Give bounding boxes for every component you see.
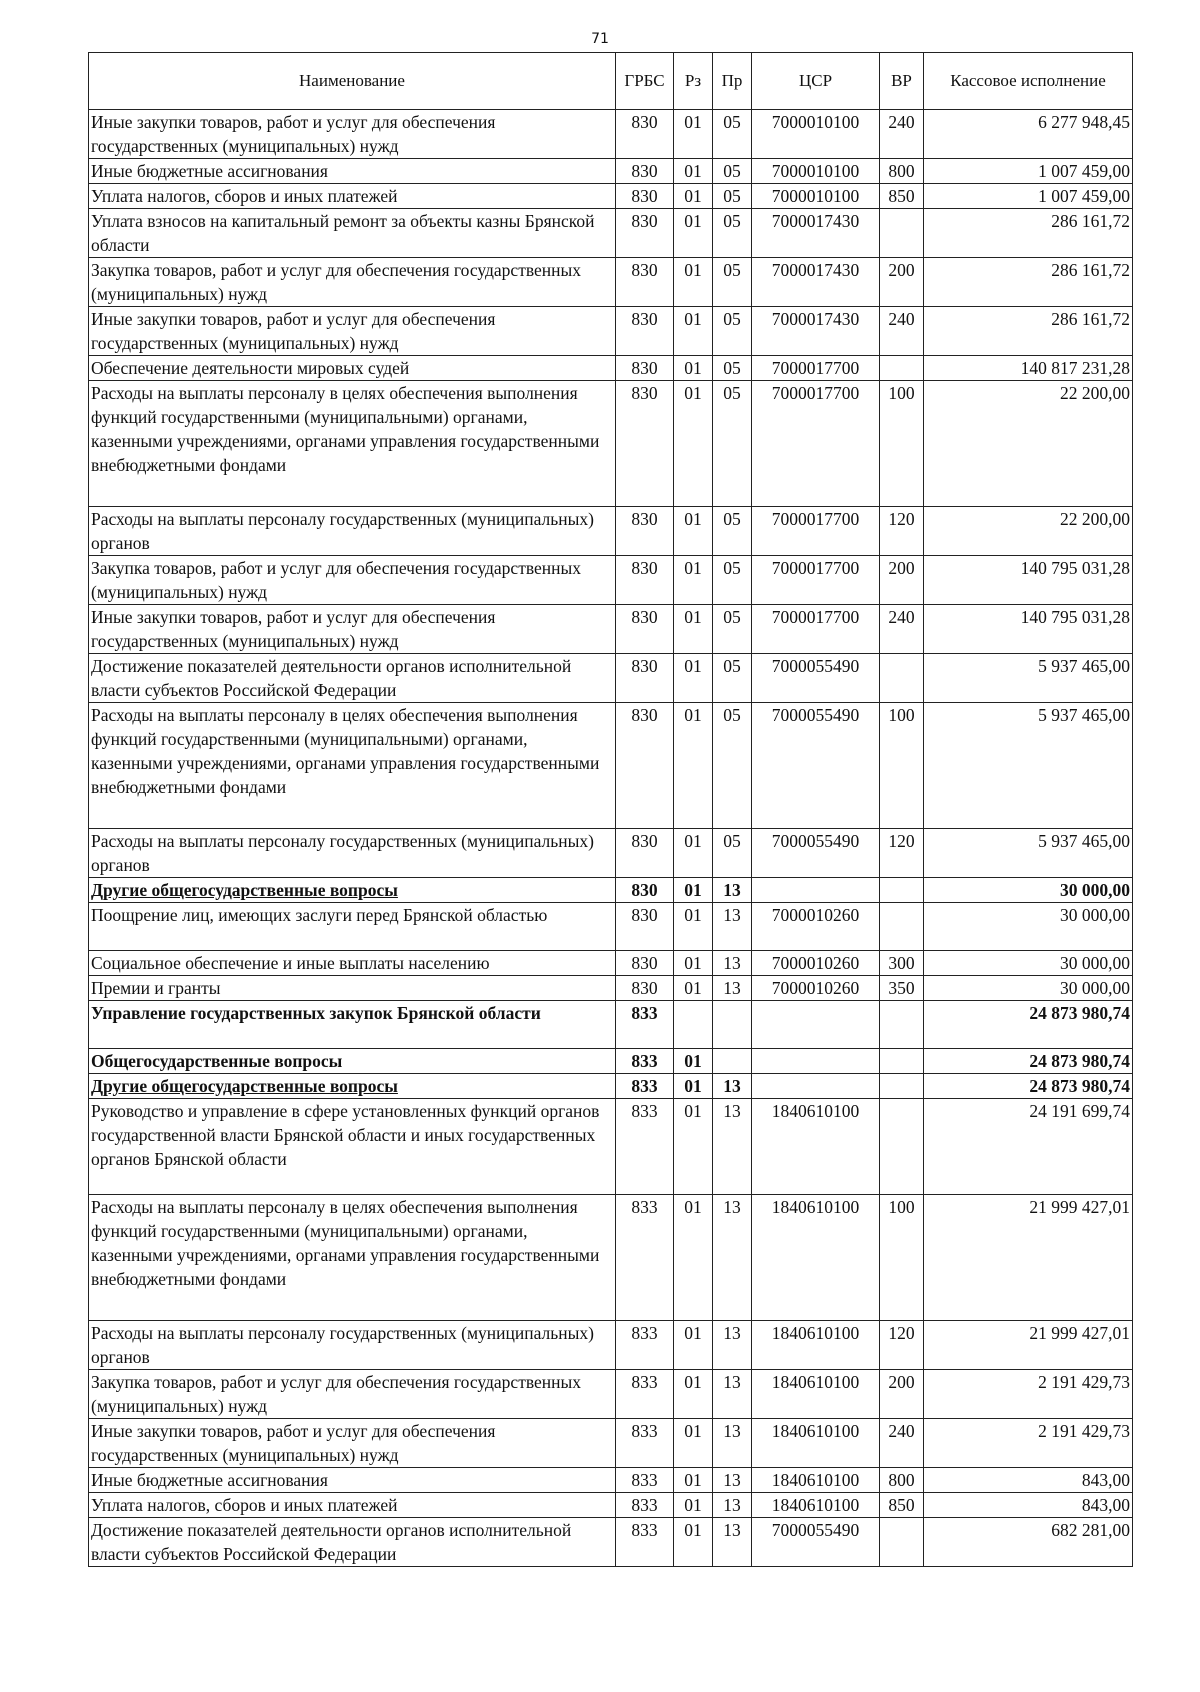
table-row [89,1468,1133,1493]
page-number: 71 [591,31,609,47]
cell-rz: 01 [674,556,713,605]
cell-rz: 01 [674,258,713,307]
cell-name: Социальное обеспечение и иные выплаты населению [89,951,616,976]
cell-amount: 140 795 031,28 [924,556,1133,605]
cell-rz: 01 [674,209,713,258]
table-row [89,829,1133,878]
cell-csr: 7000010260 [752,976,880,1001]
cell-grbs: 830 [616,307,674,356]
cell-rz: 01 [674,1370,713,1419]
cell-amount: 5 937 465,00 [924,703,1133,829]
cell-grbs: 833 [616,1099,674,1195]
column-header-amount: Кассовое исполнение [924,53,1133,110]
table-row [89,1049,1133,1074]
cell-csr [752,878,880,903]
cell-rz: 01 [674,159,713,184]
cell-rz: 01 [674,654,713,703]
cell-name: Иные бюджетные ассигнования [89,1468,616,1493]
cell-grbs: 830 [616,556,674,605]
cell-name: Расходы на выплаты персоналу в целях обеспечения выполнения функций государственными (муниципальными) органами, казенными учреждениями, органами управления государственными внебюджетными фондами [89,381,616,507]
table-row [89,976,1133,1001]
cell-grbs: 830 [616,381,674,507]
cell-rz: 01 [674,703,713,829]
cell-amount: 286 161,72 [924,258,1133,307]
table-body [89,110,1133,1567]
cell-pr: 13 [713,1493,752,1518]
cell-name: Иные закупки товаров, работ и услуг для обеспечения государственных (муниципальных) нужд [89,1419,616,1468]
cell-pr: 13 [713,903,752,951]
cell-csr [752,1049,880,1074]
table-row [89,654,1133,703]
cell-pr: 05 [713,507,752,556]
cell-pr: 05 [713,703,752,829]
cell-pr: 05 [713,258,752,307]
table-row [89,307,1133,356]
table-row [89,1074,1133,1099]
table-row [89,1518,1133,1567]
cell-name: Расходы на выплаты персоналу государственных (муниципальных) органов [89,507,616,556]
cell-amount: 286 161,72 [924,307,1133,356]
cell-vr: 100 [880,381,924,507]
cell-amount: 21 999 427,01 [924,1321,1133,1370]
cell-rz: 01 [674,1321,713,1370]
cell-grbs: 830 [616,951,674,976]
cell-rz: 01 [674,951,713,976]
cell-csr: 7000055490 [752,829,880,878]
cell-csr: 7000010100 [752,110,880,159]
cell-vr [880,209,924,258]
cell-name: Обеспечение деятельности мировых судей [89,356,616,381]
cell-pr: 13 [713,1518,752,1567]
cell-vr [880,654,924,703]
cell-csr: 7000017700 [752,356,880,381]
cell-rz: 01 [674,903,713,951]
cell-vr: 240 [880,307,924,356]
cell-name: Уплата взносов на капитальный ремонт за объекты казны Брянской области [89,209,616,258]
cell-grbs: 830 [616,356,674,381]
cell-csr: 1840610100 [752,1195,880,1321]
cell-name: Руководство и управление в сфере установленных функций органов государственной власти Брянской области и иных государственных органов Брянской области [89,1099,616,1195]
cell-grbs: 833 [616,1001,674,1049]
cell-csr: 7000055490 [752,703,880,829]
cell-rz: 01 [674,605,713,654]
cell-rz [674,1001,713,1049]
cell-csr: 7000010100 [752,184,880,209]
cell-pr [713,1049,752,1074]
cell-name: Достижение показателей деятельности органов исполнительной власти субъектов Российской Федерации [89,1518,616,1567]
cell-csr: 7000010100 [752,159,880,184]
cell-vr: 120 [880,829,924,878]
cell-csr: 7000055490 [752,1518,880,1567]
cell-pr [713,1001,752,1049]
cell-grbs: 833 [616,1468,674,1493]
cell-amount: 30 000,00 [924,951,1133,976]
cell-pr: 13 [713,1370,752,1419]
table-row [89,703,1133,829]
column-header-rz: Рз [674,53,713,110]
cell-grbs: 830 [616,654,674,703]
cell-pr: 13 [713,1419,752,1468]
cell-rz: 01 [674,507,713,556]
cell-amount: 21 999 427,01 [924,1195,1133,1321]
cell-name: Общегосударственные вопросы [89,1049,616,1074]
cell-name: Закупка товаров, работ и услуг для обеспечения государственных (муниципальных) нужд [89,258,616,307]
cell-pr: 13 [713,976,752,1001]
cell-amount: 1 007 459,00 [924,184,1133,209]
table-row [89,1493,1133,1518]
cell-csr: 1840610100 [752,1468,880,1493]
cell-name: Иные закупки товаров, работ и услуг для обеспечения государственных (муниципальных) нужд [89,605,616,654]
cell-rz: 01 [674,1195,713,1321]
cell-csr: 1840610100 [752,1419,880,1468]
cell-vr: 240 [880,110,924,159]
cell-vr: 200 [880,1370,924,1419]
cell-vr: 100 [880,703,924,829]
cell-vr: 100 [880,1195,924,1321]
cell-csr: 7000055490 [752,654,880,703]
cell-name: Закупка товаров, работ и услуг для обеспечения государственных (муниципальных) нужд [89,556,616,605]
cell-pr: 05 [713,356,752,381]
cell-grbs: 833 [616,1195,674,1321]
cell-name: Расходы на выплаты персоналу в целях обеспечения выполнения функций государственными (муниципальными) органами, казенными учреждениями, органами управления государственными внебюджетными фондами [89,1195,616,1321]
cell-rz: 01 [674,878,713,903]
cell-name: Расходы на выплаты персоналу государственных (муниципальных) органов [89,1321,616,1370]
cell-csr: 7000010260 [752,903,880,951]
cell-pr: 13 [713,1099,752,1195]
cell-amount: 24 873 980,74 [924,1001,1133,1049]
cell-csr: 1840610100 [752,1099,880,1195]
cell-pr: 13 [713,1468,752,1493]
cell-name: Закупка товаров, работ и услуг для обеспечения государственных (муниципальных) нужд [89,1370,616,1419]
cell-pr: 13 [713,878,752,903]
table-row [89,1370,1133,1419]
cell-vr: 800 [880,159,924,184]
cell-pr: 13 [713,951,752,976]
cell-csr: 7000017700 [752,605,880,654]
cell-amount: 22 200,00 [924,507,1133,556]
cell-grbs: 833 [616,1049,674,1074]
cell-amount: 1 007 459,00 [924,159,1133,184]
cell-name: Иные закупки товаров, работ и услуг для обеспечения государственных (муниципальных) нужд [89,110,616,159]
cell-rz: 01 [674,356,713,381]
cell-rz: 01 [674,1468,713,1493]
cell-name: Иные бюджетные ассигнования [89,159,616,184]
column-header-grbs: ГРБС [616,53,674,110]
cell-rz: 01 [674,307,713,356]
cell-csr: 1840610100 [752,1493,880,1518]
cell-grbs: 830 [616,605,674,654]
cell-csr: 7000017700 [752,556,880,605]
cell-grbs: 830 [616,159,674,184]
cell-grbs: 830 [616,976,674,1001]
cell-rz: 01 [674,829,713,878]
table-row [89,878,1133,903]
cell-amount: 286 161,72 [924,209,1133,258]
cell-name: Уплата налогов, сборов и иных платежей [89,1493,616,1518]
cell-amount: 140 795 031,28 [924,605,1133,654]
cell-grbs: 830 [616,903,674,951]
table-row [89,110,1133,159]
cell-grbs: 833 [616,1321,674,1370]
cell-name: Другие общегосударственные вопросы [89,1074,616,1099]
cell-grbs: 833 [616,1493,674,1518]
cell-amount: 5 937 465,00 [924,654,1133,703]
cell-amount: 6 277 948,45 [924,110,1133,159]
cell-grbs: 833 [616,1074,674,1099]
cell-vr: 240 [880,1419,924,1468]
cell-grbs: 830 [616,209,674,258]
cell-grbs: 830 [616,829,674,878]
table-row [89,184,1133,209]
cell-amount: 843,00 [924,1468,1133,1493]
cell-pr: 05 [713,654,752,703]
cell-grbs: 830 [616,110,674,159]
cell-pr: 05 [713,159,752,184]
column-header-vr: ВР [880,53,924,110]
cell-amount: 2 191 429,73 [924,1419,1133,1468]
cell-vr [880,1001,924,1049]
cell-vr [880,1099,924,1195]
cell-pr: 05 [713,110,752,159]
cell-name: Другие общегосударственные вопросы [89,878,616,903]
table-row [89,556,1133,605]
column-header-name: Наименование [89,53,616,110]
cell-name: Иные закупки товаров, работ и услуг для обеспечения государственных (муниципальных) нужд [89,307,616,356]
cell-grbs: 830 [616,258,674,307]
table-row [89,1419,1133,1468]
cell-amount: 843,00 [924,1493,1133,1518]
cell-grbs: 830 [616,703,674,829]
cell-pr: 05 [713,307,752,356]
cell-rz: 01 [674,1518,713,1567]
column-header-csr: ЦСР [752,53,880,110]
cell-grbs: 833 [616,1518,674,1567]
cell-grbs: 833 [616,1419,674,1468]
table-row [89,1001,1133,1049]
table-row [89,258,1133,307]
cell-name: Премии и гранты [89,976,616,1001]
cell-vr: 120 [880,1321,924,1370]
cell-rz: 01 [674,1074,713,1099]
cell-vr [880,878,924,903]
cell-rz: 01 [674,110,713,159]
cell-amount: 5 937 465,00 [924,829,1133,878]
cell-csr: 7000017430 [752,209,880,258]
cell-pr: 13 [713,1195,752,1321]
cell-pr: 05 [713,209,752,258]
cell-csr: 7000017700 [752,507,880,556]
cell-rz: 01 [674,976,713,1001]
cell-vr [880,356,924,381]
cell-csr: 7000017700 [752,381,880,507]
column-header-pr: Пр [713,53,752,110]
cell-vr [880,1049,924,1074]
cell-amount: 2 191 429,73 [924,1370,1133,1419]
cell-vr [880,1518,924,1567]
cell-name: Управление государственных закупок Брянской области [89,1001,616,1049]
cell-vr: 300 [880,951,924,976]
cell-grbs: 830 [616,507,674,556]
cell-rz: 01 [674,1049,713,1074]
cell-vr: 240 [880,605,924,654]
cell-amount: 30 000,00 [924,903,1133,951]
cell-vr: 800 [880,1468,924,1493]
cell-grbs: 833 [616,1370,674,1419]
cell-pr: 05 [713,605,752,654]
cell-vr: 850 [880,1493,924,1518]
cell-amount: 140 817 231,28 [924,356,1133,381]
table-row [89,507,1133,556]
cell-name: Расходы на выплаты персоналу в целях обеспечения выполнения функций государственными (муниципальными) органами, казенными учреждениями, органами управления государственными внебюджетными фондами [89,703,616,829]
cell-vr [880,1074,924,1099]
cell-pr: 05 [713,829,752,878]
cell-name: Расходы на выплаты персоналу государственных (муниципальных) органов [89,829,616,878]
cell-pr: 13 [713,1074,752,1099]
table-row [89,1195,1133,1321]
table-header-row [89,53,1133,110]
cell-vr: 850 [880,184,924,209]
cell-rz: 01 [674,381,713,507]
cell-csr [752,1074,880,1099]
cell-csr: 7000010260 [752,951,880,976]
cell-vr: 200 [880,258,924,307]
table-row [89,381,1133,507]
table-row [89,1321,1133,1370]
cell-amount: 682 281,00 [924,1518,1133,1567]
cell-amount: 24 873 980,74 [924,1049,1133,1074]
cell-rz: 01 [674,1493,713,1518]
table-row [89,1099,1133,1195]
cell-grbs: 830 [616,184,674,209]
cell-rz: 01 [674,184,713,209]
cell-amount: 30 000,00 [924,976,1133,1001]
cell-amount: 30 000,00 [924,878,1133,903]
cell-vr [880,903,924,951]
cell-csr: 1840610100 [752,1370,880,1419]
table-row [89,209,1133,258]
cell-pr: 13 [713,1321,752,1370]
cell-name: Уплата налогов, сборов и иных платежей [89,184,616,209]
cell-name: Достижение показателей деятельности органов исполнительной власти субъектов Российской Федерации [89,654,616,703]
table-row [89,903,1133,951]
cell-vr: 350 [880,976,924,1001]
table-row [89,356,1133,381]
cell-rz: 01 [674,1099,713,1195]
cell-csr: 7000017430 [752,307,880,356]
cell-name: Поощрение лиц, имеющих заслуги перед Брянской областью [89,903,616,951]
cell-csr: 1840610100 [752,1321,880,1370]
cell-pr: 05 [713,184,752,209]
budget-execution-table [88,52,1133,1567]
cell-vr: 200 [880,556,924,605]
cell-pr: 05 [713,556,752,605]
cell-csr [752,1001,880,1049]
cell-grbs: 830 [616,878,674,903]
cell-amount: 22 200,00 [924,381,1133,507]
cell-vr: 120 [880,507,924,556]
cell-amount: 24 191 699,74 [924,1099,1133,1195]
cell-rz: 01 [674,1419,713,1468]
cell-pr: 05 [713,381,752,507]
table-row [89,159,1133,184]
table-row [89,951,1133,976]
cell-csr: 7000017430 [752,258,880,307]
table-row [89,605,1133,654]
cell-amount: 24 873 980,74 [924,1074,1133,1099]
